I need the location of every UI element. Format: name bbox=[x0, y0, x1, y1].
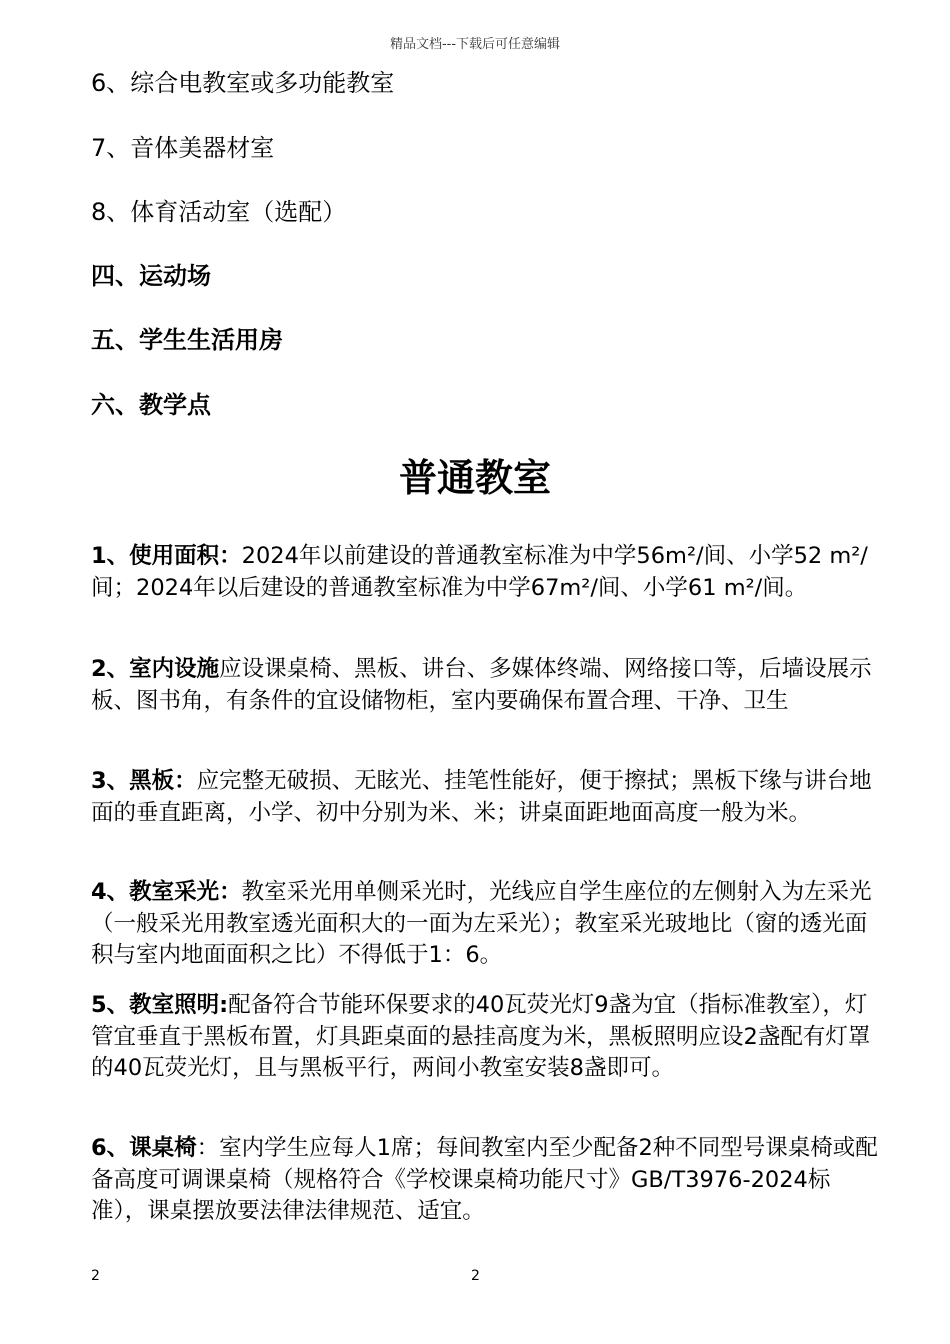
paragraph-body: 应完整无破损、无眩光、挂笔性能好，便于擦拭；黑板下缘与讲台地面的垂直距离，小学、初中分别为米、米；讲桌面距地面高度一般为米。 bbox=[91, 768, 872, 826]
list-item-7: 7、音体美器材室 bbox=[91, 134, 275, 162]
paragraph-area bbox=[91, 541, 881, 604]
paragraph-desks bbox=[91, 1133, 881, 1228]
paragraph-lighting bbox=[91, 877, 881, 972]
paragraph-lead: 5、教室照明: bbox=[91, 992, 229, 1018]
page-title: 普通教室 bbox=[398, 456, 551, 500]
page-header: 精品文档---下载后可任意编辑 bbox=[389, 37, 561, 52]
section-heading-6: 六、教学点 bbox=[91, 391, 211, 419]
section-heading-4: 四、运动场 bbox=[91, 262, 211, 290]
paragraph-lead: 6、课桌椅 bbox=[91, 1135, 197, 1161]
paragraph-lead: 1、使用面积： bbox=[91, 543, 242, 569]
footer-page-number-left: 2 bbox=[91, 1268, 100, 1284]
paragraph-body: 教室采光用单侧采光时，光线应自学生座位的左侧射入为左采光（一般采光用教室透光面积大的一面为左采光）；教室采光玻地比（窗的透光面积与室内地面面积之比）不得低于1：6。 bbox=[91, 879, 872, 968]
paragraph-body: 应设课桌椅、黑板、讲台、多媒体终端、网络接口等，后墙设展示板、图书角，有条件的宜设储物柜，室内要确保布置合理、干净、卫生 bbox=[91, 656, 872, 714]
paragraph-facilities bbox=[91, 654, 881, 717]
paragraph-body: 配备符合节能环保要求的40瓦荧光灯9盏为宜（指标准教室），灯管宜垂直于黑板布置，灯具距桌面的悬挂高度为米，黑板照明应设2盏配有灯罩的40瓦荧光灯，且与黑板平行，两间小教室安装8盏即可。 bbox=[91, 992, 871, 1081]
paragraph-lead: 2、室内设施 bbox=[91, 656, 220, 682]
section-heading-5: 五、学生生活用房 bbox=[91, 326, 283, 354]
list-item-8: 8、体育活动室（选配） bbox=[91, 198, 347, 226]
paragraph-illumination bbox=[91, 990, 881, 1085]
paragraph-lead: 3、黑板： bbox=[91, 768, 197, 794]
footer-page-number-center: 2 bbox=[471, 1268, 480, 1284]
paragraph-body: ：室内学生应每人1席；每间教室内至少配备2种不同型号课桌椅或配备高度可调课桌椅（规格符合《学校课桌椅功能尺寸》GB/T3976-2024标准），课桌摆放要法律法律规范、适宜。 bbox=[91, 1135, 878, 1224]
list-item-6: 6、综合电教室或多功能教室 bbox=[91, 69, 395, 97]
paragraph-lead: 4、教室采光： bbox=[91, 879, 242, 905]
paragraph-blackboard bbox=[91, 766, 881, 829]
paragraph-body: 2024年以前建设的普通教室标准为中学56m²/间、小学52 m²/间；2024年以后建设的普通教室标准为中学67m²/间、小学61 m²/间。 bbox=[91, 543, 868, 601]
